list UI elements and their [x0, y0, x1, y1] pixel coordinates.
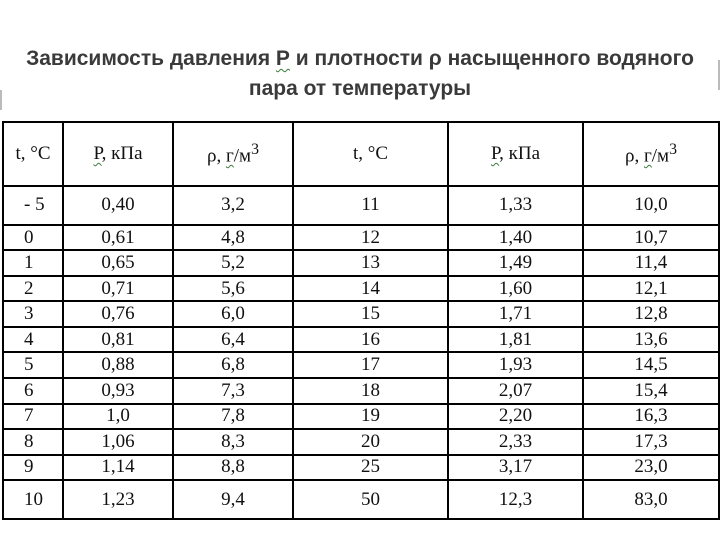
cell-density: 5,2 — [173, 250, 293, 276]
cell-density: 7,3 — [173, 378, 293, 404]
cell-pressure: 0,93 — [63, 378, 173, 404]
cell-density-2: 14,5 — [583, 352, 719, 378]
cell-temperature-2: 13 — [293, 250, 448, 276]
page-title — [0, 44, 720, 104]
cell-density: 6,0 — [173, 301, 293, 327]
header-pressure-2 — [448, 122, 583, 186]
cell-temperature: 5 — [3, 352, 63, 378]
header-density-pre: ρ, — [206, 145, 226, 167]
table-row — [3, 327, 719, 353]
cell-pressure: 0,65 — [63, 250, 173, 276]
table-row — [3, 404, 719, 430]
cell-density: 7,8 — [173, 404, 293, 430]
cell-pressure: 0,61 — [63, 225, 173, 251]
cell-temperature: 6 — [3, 378, 63, 404]
cell-temperature: 1 — [3, 250, 63, 276]
table-row — [3, 276, 719, 302]
cell-pressure-2: 3,17 — [448, 455, 583, 481]
cell-temperature-2: 50 — [293, 480, 448, 519]
cell-temperature: 7 — [3, 404, 63, 430]
vapor-pressure-table — [2, 121, 720, 520]
table-body — [3, 186, 719, 519]
header-density — [173, 122, 293, 186]
cell-pressure-2: 2,20 — [448, 404, 583, 430]
header-temperature-2-pre: t, °C — [352, 143, 389, 164]
header-temperature-pre: t, °C — [15, 143, 51, 164]
table-row — [3, 186, 719, 225]
title-line-2: пара от температуры — [248, 77, 472, 100]
cell-pressure-2: 2,33 — [448, 429, 583, 455]
header-pressure — [63, 122, 173, 186]
cell-density-2: 11,4 — [583, 250, 719, 276]
cell-pressure-2: 12,3 — [448, 480, 583, 519]
cell-pressure-2: 1,71 — [448, 301, 583, 327]
cell-density-2: 10,0 — [583, 186, 719, 225]
header-density-post: /м — [233, 145, 252, 167]
table-row — [3, 378, 719, 404]
table-row — [3, 225, 719, 251]
cell-density: 6,8 — [173, 352, 293, 378]
cell-pressure: 1,0 — [63, 404, 173, 430]
cell-temperature: 2 — [3, 276, 63, 302]
header-temperature-2 — [293, 122, 448, 186]
table-row — [3, 301, 719, 327]
table-row — [3, 352, 719, 378]
header-pressure-mark: Р — [93, 143, 102, 164]
cell-pressure-2: 1,81 — [448, 327, 583, 353]
header-temperature — [3, 122, 63, 186]
header-density-sup: 3 — [251, 140, 259, 158]
cell-pressure-2: 1,60 — [448, 276, 583, 302]
cell-temperature-2: 20 — [293, 429, 448, 455]
header-density-2-mark: г — [643, 145, 652, 167]
cell-temperature-2: 25 — [293, 455, 448, 481]
cell-temperature-2: 16 — [293, 327, 448, 353]
cell-pressure-2: 1,40 — [448, 225, 583, 251]
cell-pressure: 0,71 — [63, 276, 173, 302]
header-pressure-2-post: , кПа — [499, 143, 541, 164]
header-density-2-sup: 3 — [669, 140, 677, 158]
cell-pressure: 1,06 — [63, 429, 173, 455]
cell-temperature-2: 18 — [293, 378, 448, 404]
cell-temperature: 10 — [3, 480, 63, 519]
cell-pressure-2: 1,33 — [448, 186, 583, 225]
cell-temperature: - 5 — [3, 186, 63, 225]
table-row — [3, 480, 719, 519]
cell-density: 8,3 — [173, 429, 293, 455]
cell-density-2: 15,4 — [583, 378, 719, 404]
header-density-2-pre: ρ, — [624, 145, 644, 167]
cell-density-2: 10,7 — [583, 225, 719, 251]
header-pressure-2-mark: Р — [490, 143, 500, 164]
header-density-2-post: /м — [651, 145, 670, 167]
cell-temperature: 9 — [3, 455, 63, 481]
cell-temperature: 0 — [3, 225, 63, 251]
cell-pressure: 0,88 — [63, 352, 173, 378]
cell-density-2: 17,3 — [583, 429, 719, 455]
title-line-1-start: Зависимость давления — [26, 47, 276, 70]
cell-pressure-2: 1,49 — [448, 250, 583, 276]
cell-temperature-2: 15 — [293, 301, 448, 327]
table-row — [3, 250, 719, 276]
cell-density: 9,4 — [173, 480, 293, 519]
table-header-row — [3, 122, 719, 186]
cell-temperature-2: 17 — [293, 352, 448, 378]
cell-pressure-2: 2,07 — [448, 378, 583, 404]
cell-pressure: 0,81 — [63, 327, 173, 353]
cell-density: 3,2 — [173, 186, 293, 225]
cell-temperature-2: 14 — [293, 276, 448, 302]
title-line-1 — [0, 44, 720, 74]
cell-temperature-2: 19 — [293, 404, 448, 430]
cell-density-2: 23,0 — [583, 455, 719, 481]
cell-density: 8,8 — [173, 455, 293, 481]
cell-pressure: 0,76 — [63, 301, 173, 327]
cell-pressure: 0,40 — [63, 186, 173, 225]
cell-temperature-2: 11 — [293, 186, 448, 225]
table-row — [3, 455, 719, 481]
table-row — [3, 429, 719, 455]
cell-pressure: 1,14 — [63, 455, 173, 481]
header-pressure-post: , кПа — [101, 143, 143, 164]
cell-pressure: 1,23 — [63, 480, 173, 519]
cell-density-2: 12,1 — [583, 276, 719, 302]
cell-pressure-2: 1,93 — [448, 352, 583, 378]
cell-density: 6,4 — [173, 327, 293, 353]
header-density-2 — [583, 122, 719, 186]
cell-density-2: 16,3 — [583, 404, 719, 430]
cell-density-2: 83,0 — [583, 480, 719, 519]
title-line-1-end: и плотности ρ насыщенного водяного — [289, 47, 694, 70]
cell-density-2: 12,8 — [583, 301, 719, 327]
cell-temperature: 8 — [3, 429, 63, 455]
cell-temperature-2: 12 — [293, 225, 448, 251]
cell-density-2: 13,6 — [583, 327, 719, 353]
cell-density: 5,6 — [173, 276, 293, 302]
title-pressure-symbol: Р — [275, 47, 290, 70]
cell-temperature: 3 — [3, 301, 63, 327]
cell-temperature: 4 — [3, 327, 63, 353]
header-density-mark: г — [225, 145, 234, 167]
cell-density: 4,8 — [173, 225, 293, 251]
